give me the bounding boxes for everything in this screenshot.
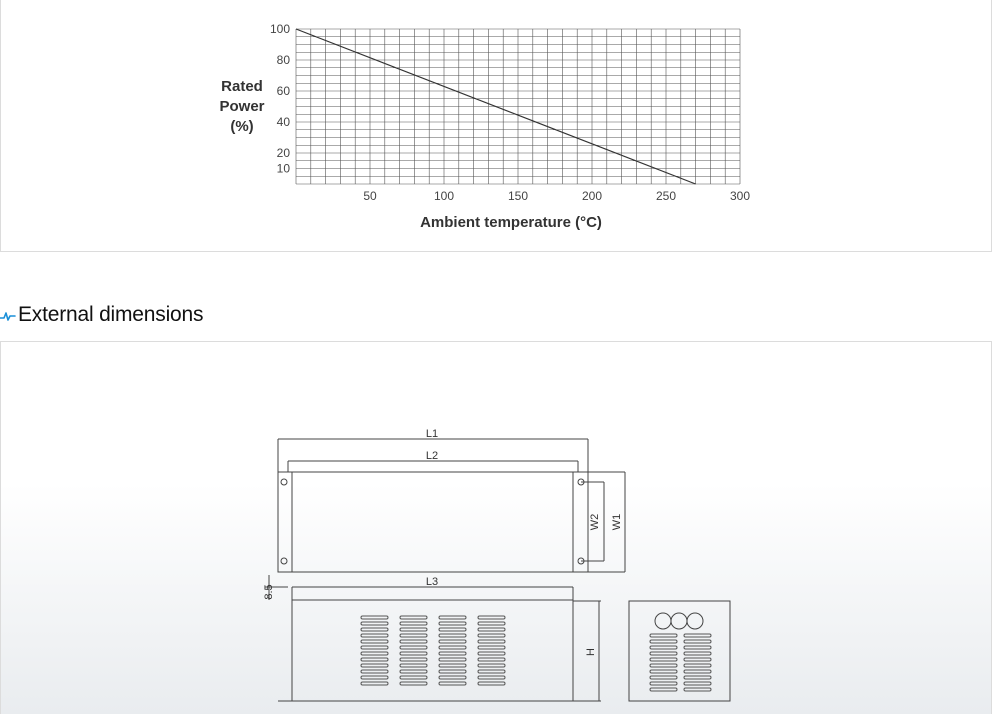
vent-slot <box>478 676 505 679</box>
vent-slot <box>478 634 505 637</box>
w1-label: W1 <box>611 513 623 531</box>
vent-slot <box>478 616 505 619</box>
vent-slot <box>400 664 427 667</box>
y-tick-label: 60 <box>276 84 290 98</box>
y-axis-title-line: Rated <box>221 78 263 95</box>
vent-slot <box>478 628 505 631</box>
vent-slot <box>478 658 505 661</box>
dimensions-drawing <box>1 342 993 715</box>
section-title: External dimensions <box>18 303 204 326</box>
vent-slot <box>650 682 677 685</box>
vent-slot <box>361 634 388 637</box>
vent-slot <box>684 652 711 655</box>
dimensions-panel <box>0 341 992 714</box>
vent-slot <box>439 652 466 655</box>
x-tick-label: 50 <box>363 189 377 203</box>
vent-slot <box>478 640 505 643</box>
x-tick-label: 100 <box>433 189 455 203</box>
vent-slot <box>400 646 427 649</box>
vent-slot <box>439 622 466 625</box>
vent-slot <box>361 676 388 679</box>
vent-slot <box>684 670 711 673</box>
vent-slot <box>684 634 711 637</box>
vent-slot <box>361 664 388 667</box>
vent-slot <box>439 676 466 679</box>
y-tick-label: 100 <box>269 22 290 36</box>
vent-slot <box>400 676 427 679</box>
vent-slot <box>361 640 388 643</box>
vent-slot <box>684 688 711 691</box>
vent-slot <box>439 664 466 667</box>
vent-slot <box>439 634 466 637</box>
vent-slot <box>400 682 427 685</box>
vent-slot <box>684 682 711 685</box>
x-tick-label: 150 <box>507 189 529 203</box>
x-tick-label: 250 <box>655 189 677 203</box>
vent-slot <box>478 664 505 667</box>
vent-slot <box>400 634 427 637</box>
vent-slot <box>361 622 388 625</box>
vent-slot <box>650 652 677 655</box>
vent-slot <box>361 628 388 631</box>
vent-slot <box>478 652 505 655</box>
vent-slot <box>478 670 505 673</box>
vent-slot <box>478 682 505 685</box>
derating-chart-panel <box>0 0 992 252</box>
vent-slot <box>684 658 711 661</box>
y-tick-label: 20 <box>276 146 290 160</box>
x-tick-label: 300 <box>729 189 751 203</box>
vent-slot <box>650 670 677 673</box>
y-tick-label: 10 <box>276 161 290 176</box>
vent-slot <box>361 646 388 649</box>
vent-slot <box>361 616 388 619</box>
vent-slot <box>361 682 388 685</box>
l2-label: L2 <box>425 450 439 462</box>
vent-slot <box>684 646 711 649</box>
vent-slot <box>400 652 427 655</box>
vent-slot <box>684 640 711 643</box>
l3-label: L3 <box>425 576 439 588</box>
vent-slot <box>439 640 466 643</box>
vent-slot <box>439 658 466 661</box>
vent-slot <box>478 646 505 649</box>
y-tick-label: 40 <box>276 115 290 129</box>
x-tick-label: 200 <box>581 189 603 203</box>
vent-slot <box>650 676 677 679</box>
y-axis-title-line: Power <box>219 98 265 115</box>
vent-slot <box>400 670 427 673</box>
offset-label: 8.5 <box>263 584 275 600</box>
vent-slot <box>361 658 388 661</box>
vent-slot <box>400 658 427 661</box>
vent-slot <box>439 646 466 649</box>
vent-slot <box>684 676 711 679</box>
y-axis-title-line: (%) <box>230 118 254 135</box>
vent-slot <box>400 622 427 625</box>
vent-slot <box>650 658 677 661</box>
vent-slot <box>650 664 677 667</box>
pulse-icon <box>0 307 16 323</box>
vent-slot <box>684 664 711 667</box>
vent-slot <box>650 634 677 637</box>
vent-slot <box>650 640 677 643</box>
vent-slot <box>439 670 466 673</box>
vent-slot <box>400 640 427 643</box>
vent-slot <box>361 652 388 655</box>
vent-slot <box>650 688 677 691</box>
vent-slot <box>361 670 388 673</box>
l1-label: L1 <box>425 428 439 440</box>
x-axis-title: Ambient temperature (°C) <box>420 214 602 231</box>
vent-slot <box>650 646 677 649</box>
vent-slot <box>478 622 505 625</box>
w2-label: W2 <box>589 513 601 531</box>
section-header <box>0 301 203 329</box>
y-tick-label: 80 <box>276 53 290 67</box>
vent-slot <box>439 682 466 685</box>
vent-slot <box>439 616 466 619</box>
h-label: H <box>585 648 597 656</box>
vent-slot <box>439 628 466 631</box>
vent-slot <box>400 616 427 619</box>
vent-slot <box>400 628 427 631</box>
